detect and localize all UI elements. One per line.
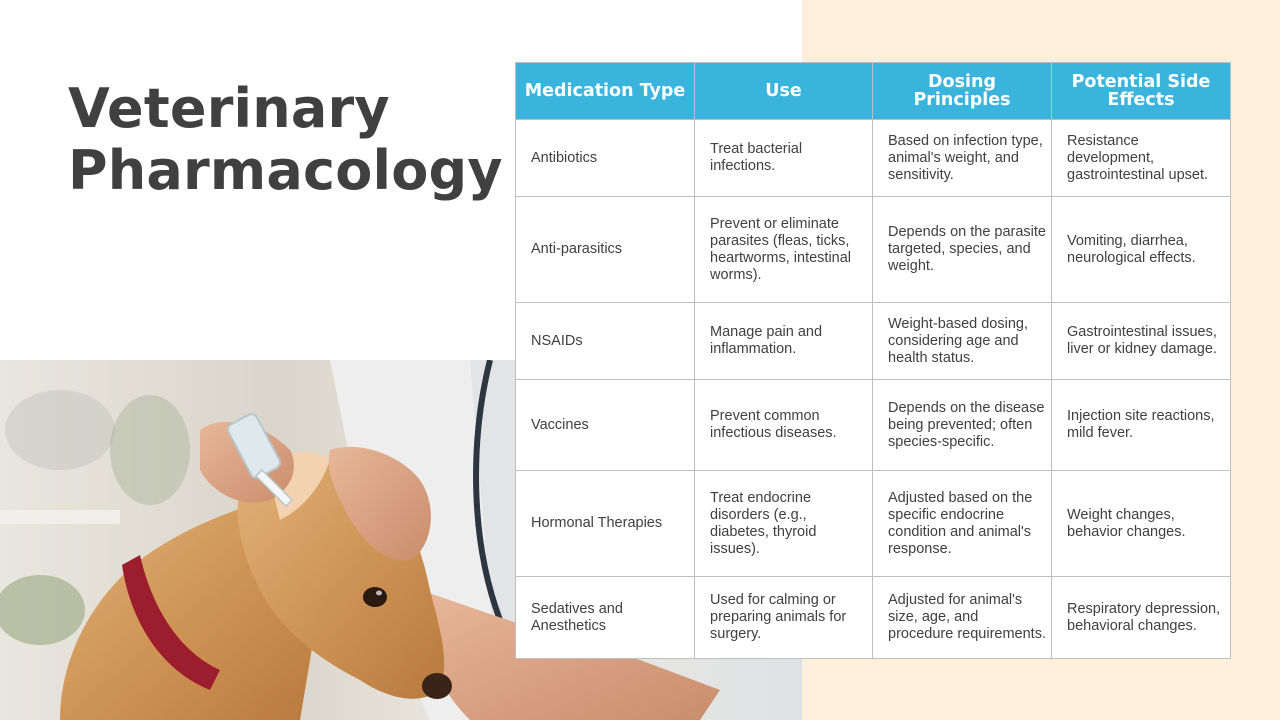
header-use: Use xyxy=(695,63,873,120)
cell-use: Manage pain and inflammation. xyxy=(695,303,873,380)
table-row xyxy=(516,303,1231,380)
cell-medication-type: NSAIDs xyxy=(516,303,695,380)
table-row xyxy=(516,471,1231,577)
table-row xyxy=(516,577,1231,659)
cell-side-effects: Respiratory depression, behavioral changes. xyxy=(1052,577,1231,659)
cell-use: Used for calming or preparing animals for surgery. xyxy=(695,577,873,659)
header-medication-type: Medication Type xyxy=(516,63,695,120)
cell-use: Prevent common infectious diseases. xyxy=(695,380,873,471)
table-row xyxy=(516,120,1231,197)
cell-side-effects: Injection site reactions, mild fever. xyxy=(1052,380,1231,471)
cell-dosing: Weight-based dosing, considering age and health status. xyxy=(873,303,1052,380)
table-row xyxy=(516,380,1231,471)
table-header-row xyxy=(516,63,1231,120)
cell-dosing: Depends on the disease being prevented; often species-specific. xyxy=(873,380,1052,471)
cell-medication-type: Antibiotics xyxy=(516,120,695,197)
cell-side-effects: Vomiting, diarrhea, neurological effects. xyxy=(1052,197,1231,303)
cell-dosing: Depends on the parasite targeted, species, and weight. xyxy=(873,197,1052,303)
header-potential-side-effects: Potential Side Effects xyxy=(1052,63,1231,120)
cell-dosing: Adjusted based on the specific endocrine condition and animal's response. xyxy=(873,471,1052,577)
cell-dosing: Based on infection type, animal's weight, and sensitivity. xyxy=(873,120,1052,197)
cell-side-effects: Gastrointestinal issues, liver or kidney damage. xyxy=(1052,303,1231,380)
cell-medication-type: Hormonal Therapies xyxy=(516,471,695,577)
table-row xyxy=(516,197,1231,303)
slide-title-line-2: Pharmacology xyxy=(68,139,503,202)
slide-title xyxy=(68,78,503,202)
cell-dosing: Adjusted for animal's size, age, and procedure requirements. xyxy=(873,577,1052,659)
cell-side-effects: Resistance development, gastrointestinal upset. xyxy=(1052,120,1231,197)
cell-medication-type: Anti-parasitics xyxy=(516,197,695,303)
cell-medication-type: Vaccines xyxy=(516,380,695,471)
cell-use: Treat endocrine disorders (e.g., diabetes, thyroid issues). xyxy=(695,471,873,577)
header-dosing-principles: Dosing Principles xyxy=(873,63,1052,120)
slide-title-line-1: Veterinary xyxy=(68,77,390,140)
cell-use: Treat bacterial infections. xyxy=(695,120,873,197)
medication-table xyxy=(515,62,1231,659)
cell-side-effects: Weight changes, behavior changes. xyxy=(1052,471,1231,577)
cell-medication-type: Sedatives and Anesthetics xyxy=(516,577,695,659)
cell-use: Prevent or eliminate parasites (fleas, ticks, heartworms, intestinal worms). xyxy=(695,197,873,303)
